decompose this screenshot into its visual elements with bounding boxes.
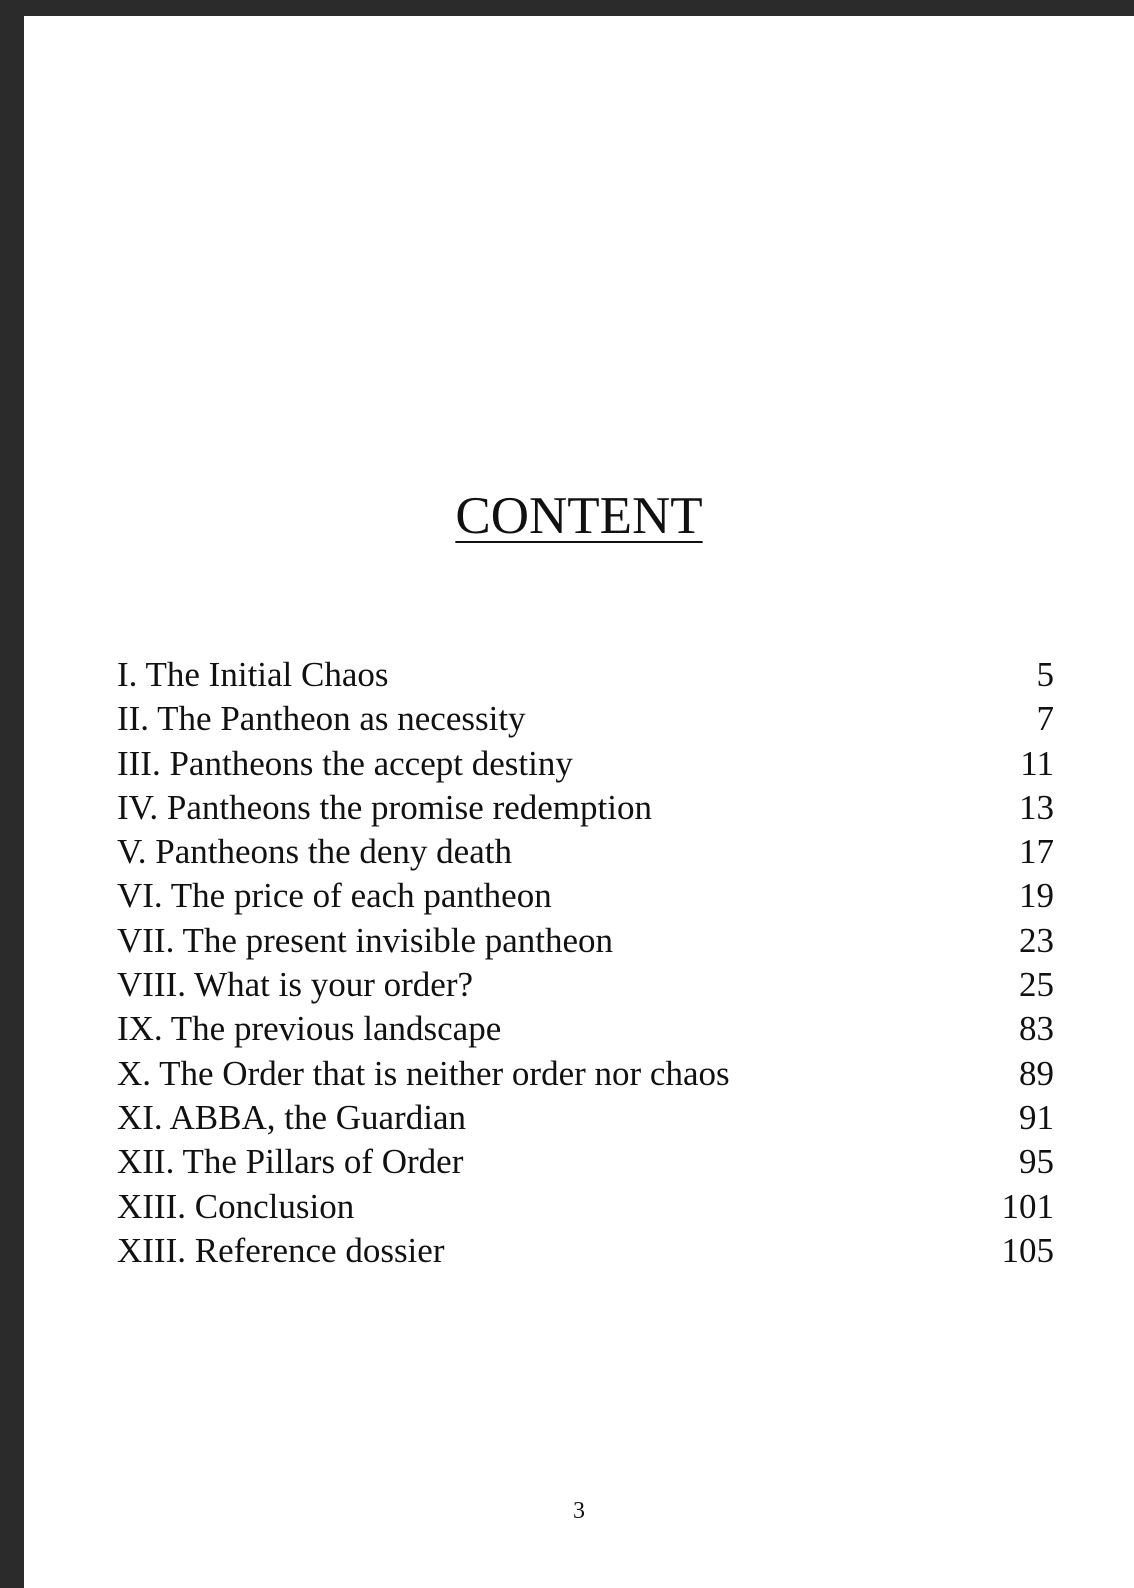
toc-row [117, 1185, 1054, 1229]
toc-entry-page: 23 [1019, 920, 1054, 960]
toc-entry-title: V. Pantheons the deny death [117, 832, 512, 872]
toc-entry-title: X. The Order that is neither order nor chaos [117, 1053, 730, 1093]
toc-entry-title: XIII. Reference dossier [117, 1230, 445, 1270]
document-page [24, 16, 1134, 1588]
toc-entry-title: XIII. Conclusion [117, 1186, 355, 1226]
toc-entry-page: 17 [1019, 832, 1054, 872]
toc-entry-title: VI. The price of each pantheon [117, 876, 552, 916]
toc-row [117, 1096, 1054, 1140]
toc-row [117, 963, 1054, 1007]
toc-entry-page: 91 [1019, 1097, 1054, 1137]
page-title-text: CONTENT [455, 487, 703, 545]
toc-row [117, 1140, 1054, 1184]
toc-entry-page: 13 [1019, 787, 1054, 827]
toc-row [117, 830, 1054, 874]
toc-row [117, 1052, 1054, 1096]
toc-entry-title: IX. The previous landscape [117, 1009, 502, 1049]
toc-entry-title: XII. The Pillars of Order [117, 1142, 464, 1182]
table-of-contents [117, 653, 1054, 1273]
toc-entry-title: VII. The present invisible pantheon [117, 920, 614, 960]
toc-row [117, 786, 1054, 830]
toc-row [117, 1229, 1054, 1273]
toc-row [117, 919, 1054, 963]
toc-entry-page: 83 [1019, 1009, 1054, 1049]
toc-row [117, 697, 1054, 741]
toc-entry-title: IV. Pantheons the promise redemption [117, 787, 652, 827]
toc-entry-title: VIII. What is your order? [117, 965, 474, 1005]
toc-entry-page: 19 [1019, 876, 1054, 916]
toc-entry-title: XI. ABBA, the Guardian [117, 1097, 466, 1137]
toc-entry-page: 5 [1036, 655, 1054, 694]
toc-entry-page: 25 [1019, 965, 1054, 1005]
toc-row [117, 1007, 1054, 1051]
toc-entry-page: 7 [1036, 699, 1054, 739]
toc-entry-title: II. The Pantheon as necessity [117, 699, 526, 739]
toc-row [117, 653, 1054, 697]
page-number: 3 [573, 1498, 585, 1524]
toc-entry-page: 11 [1020, 743, 1054, 783]
page-title [24, 484, 1134, 548]
toc-row [117, 874, 1054, 918]
toc-entry-title: III. Pantheons the accept destiny [117, 743, 573, 783]
toc-row [117, 742, 1054, 786]
toc-entry-page: 89 [1019, 1053, 1054, 1093]
toc-entry-page: 105 [1001, 1230, 1054, 1270]
toc-entry-title: I. The Initial Chaos [117, 655, 389, 694]
toc-entry-page: 95 [1019, 1142, 1054, 1182]
toc-entry-page: 101 [1001, 1186, 1054, 1226]
